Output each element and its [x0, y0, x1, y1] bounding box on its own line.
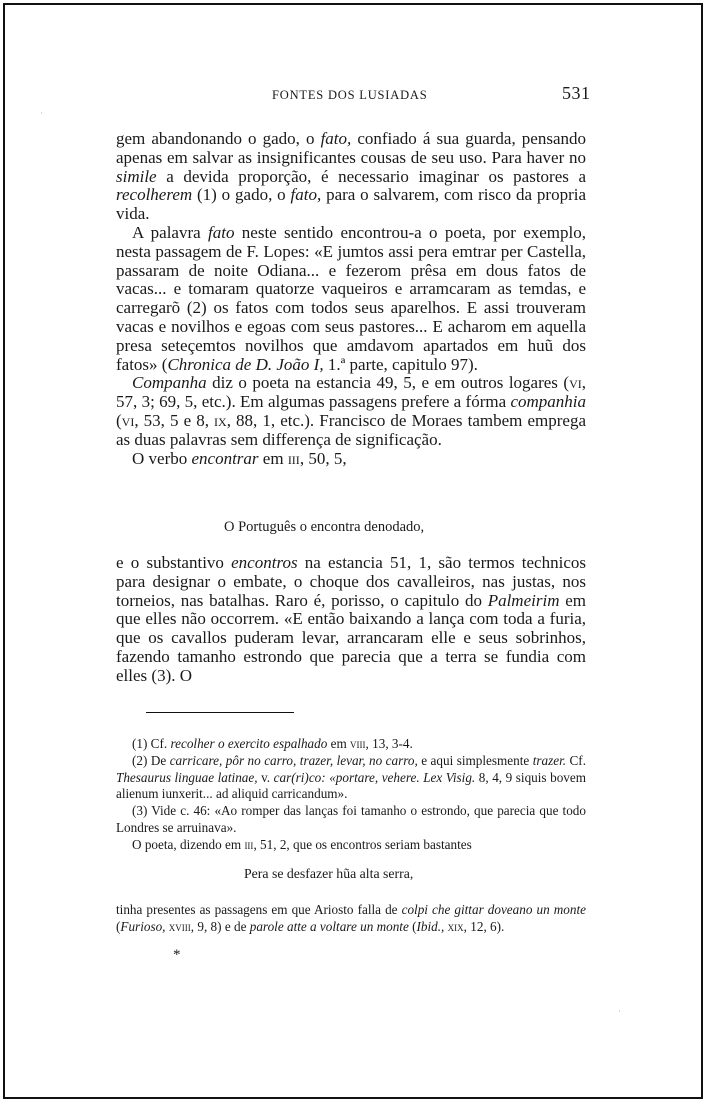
signature-mark: * — [173, 947, 181, 963]
paper-speck: · — [40, 108, 43, 118]
main-text-lower — [116, 554, 586, 686]
paper-speck: · — [618, 1006, 621, 1016]
footnote-verse-quotation: Pera se desfazer hũa alta serra, — [244, 866, 414, 881]
footnotes-continued — [116, 902, 586, 936]
paragraph-1: gem abandonando o gado, o fato, confiado á sua guarda, pensando apenas em salvar as insignificantes cousas de seu uso. Para haver no simile a devida proporção, é necessario imaginar os pastores a recolherem (1) o gado, o fato, para o salvarem, com risco da propria vida. — [116, 129, 587, 224]
footnote-3: (3) Vide c. 46: «Ao romper das lanças foi tamanho o estrondo, que parecia que todo Londres se arruinava». — [116, 803, 586, 835]
main-text-upper — [116, 130, 586, 468]
footnote-divider — [146, 712, 294, 713]
footnote-2: (2) De carricare, pôr no carro, trazer, levar, no carro, e aqui simplesmente trazer. Cf. Thesaurus linguae latinae, v. car(ri)co: «portare, vehere. Lex Visig. 8, 4, 9 siquis bovem alienum iunxerit... ad aliquid carricandum». — [116, 752, 586, 802]
page-number: 531 — [562, 83, 591, 103]
footnote-3-continuation: O poeta, dizendo em iii, 51, 2, que os encontros seriam bastantes — [132, 836, 472, 852]
paragraph-3: Companha diz o poeta na estancia 49, 5, e em outros logares (vi, 57, 3; 69, 5, etc.). Em algumas passagens prefere a fórma companhia (vi, 53, 5 e 8, ix, 88, 1, etc.). Francisco de Moraes tambem emprega as duas palavras sem differença de significação. — [116, 373, 586, 449]
footnote-1: (1) Cf. recolher o exercito espalhado em viii, 13, 3-4. — [132, 736, 413, 751]
footnote-3-conclusion: tinha presentes as passagens em que Ariosto falla de colpi che gittar doveano un monte (Furioso, xviii, 9, 8) e de parole atte a voltare un monte (Ibid., xix, 12, 6). — [116, 902, 586, 934]
paragraph-2: A palavra fato neste sentido encontrou-a o poeta, por exemplo, nesta passagem de F. Lopes: «E jumtos assi pera emtrar per Castella, passaram de noite Odiana... e fezerom prêsa em dous fatos de vacas... e tomaram quatorze vaqueiros e arramcaram as temdas, e carregarõ (2) os fatos com todos seus aparelhos. E assi trouveram vacas e novilhos e egoas com seus pastores... E acharom em aquella presa seteçemtos novilhos que amdavom apartados em huũ dos fatos» (Chronica de D. João I, 1.ª parte, capitulo 97). — [116, 222, 586, 374]
footnotes — [116, 736, 586, 854]
running-head: FONTES DOS LUSIADAS — [272, 88, 428, 102]
paragraph-5: e o substantivo encontros na estancia 51, 1, são termos technicos para designar o embate, o choque dos cavalleiros, nas justas, nos torneios, nas batalhas. Raro é, porisso, o capitulo do Palmeirim em que elles não occorrem. «E então baixando a lança com toda a furia, que os cavallos puderam levar, arrancaram elle e seus sobrinhos, fazendo tamanho estrondo que parecia que a terra se fundia com elles (3). O — [116, 553, 586, 685]
paragraph-4: O verbo encontrar em iii, 50, 5, — [132, 448, 347, 468]
verse-quotation: O Português o encontra denodado, — [224, 519, 425, 535]
